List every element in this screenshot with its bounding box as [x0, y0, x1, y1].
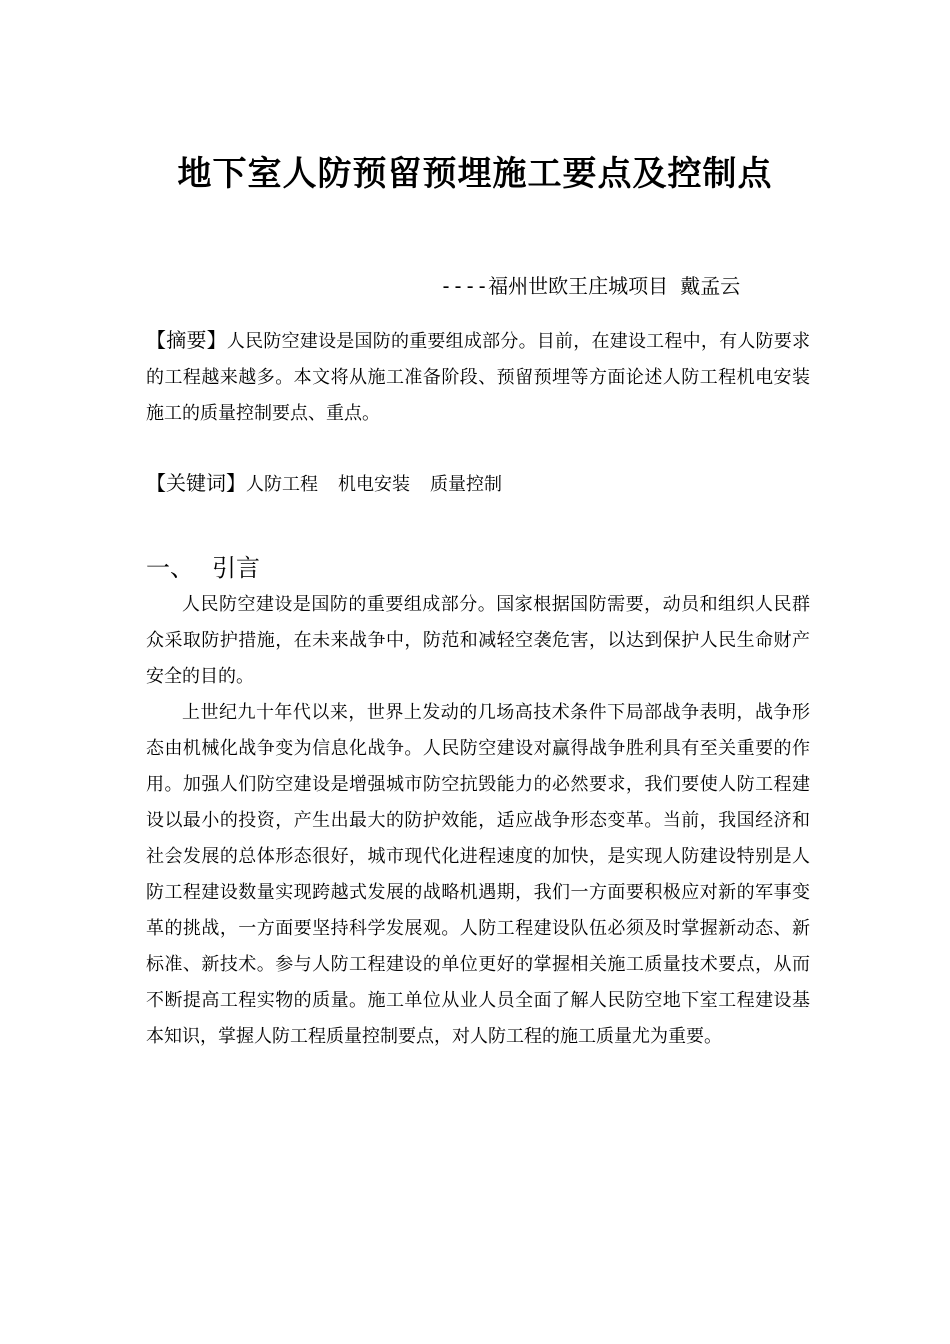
keyword-item: 质量控制 [430, 474, 502, 495]
keyword-item: 机电安装 [338, 474, 410, 495]
section-body [146, 587, 810, 1055]
keywords-label: 【关键词】 [146, 471, 246, 495]
keywords-line [146, 465, 810, 503]
abstract-text: 人民防空建设是国防的重要组成部分。目前，在建设工程中，有人防要求的工程越来越多。本文将从施工准备阶段、预留预埋等方面论述人防工程机电安装施工的质量控制要点、重点。 [146, 331, 811, 424]
abstract-label: 【摘要】 [146, 328, 227, 352]
author-line: ----福州世欧王庄城项目 戴孟云 [440, 274, 741, 298]
document-title: 地下室人防预留预埋施工要点及控制点 [177, 154, 773, 194]
abstract-paragraph [146, 322, 810, 432]
section-title: 引言 [212, 554, 260, 582]
keyword-item: 人防工程 [246, 474, 318, 495]
section-number: 一、 [146, 554, 194, 582]
body-paragraph: 上世纪九十年代以来，世界上发动的几场高技术条件下局部战争表明，战争形态由机械化战争变为信息化战争。人民防空建设对赢得战争胜利具有至关重要的作用。加强人们防空建设是增强城市防空抗毁能力的必然要求，我们要使人防工程建设以最小的投资，产生出最大的防护效能，适应战争形态变革。当前，我国经济和社会发展的总体形态很好，城市现代化进程速度的加快，是实现人防建设特别是人防工程建设数量实现跨越式发展的战略机遇期，我们一方面要积极应对新的军事变革的挑战，一方面要坚持科学发展观。人防工程建设队伍必须及时掌握新动态、新标准、新技术。参与人防工程建设的单位更好的掌握相关施工质量技术要点，从而不断提高工程实物的质量。施工单位从业人员全面了解人民防空地下室工程建设基本知识，掌握人防工程质量控制要点，对人防工程的施工质量尤为重要。 [146, 702, 810, 1047]
section-heading [146, 548, 260, 588]
body-paragraph: 人民防空建设是国防的重要组成部分。国家根据国防需要，动员和组织人民群众采取防护措施，在未来战争中，防范和减轻空袭危害，以达到保护人民生命财产安全的目的。 [146, 594, 810, 687]
